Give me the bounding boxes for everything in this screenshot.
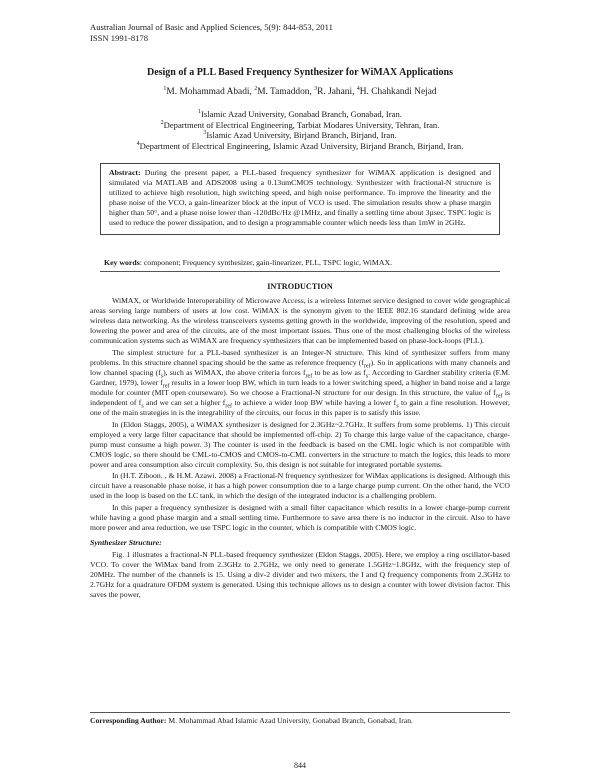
intro-paragraph-2 xyxy=(90,348,510,418)
intro-paragraph-4: In (H.T. Ziboon. , & H.M. Azawi. 2008) a Fractional-N frequency synthesizer for WiMax applications is designed. Although this circuit have a reasonable phase noise, it has a high power consumption due to a large charge pump current. On the other hand, the VCO used in the loop is based on the LC tank, in which the design of the integrated inductor is a challenging problem. xyxy=(90,471,510,501)
p2-sub: ref xyxy=(495,393,503,400)
page-number: 844 xyxy=(294,761,306,770)
journal-citation: Australian Journal of Basic and Applied Sciences, 5(9): 844-853, 2011 xyxy=(90,22,333,32)
p2-seg: The simplest structure for a PLL-based synthesizer is an Integer-N structure. This kind of synthesizer suffers from many problems. In this structure channel spacing should be the same as reference frequency (f xyxy=(90,347,510,367)
paper-title: Design of a PLL Based Frequency Synthesizer for WiMAX Applications xyxy=(146,67,454,78)
keywords-label: Key words xyxy=(104,258,140,267)
p2-seg: ). So in applications with many channels and low channel spacing (f xyxy=(90,357,511,377)
p2-seg: ), such as WiMAX, the above criteria forces f xyxy=(163,367,306,377)
affiliation-text-2: Department of Electrical Engineering, Tarbiat Modares University, Tehran, Iran. xyxy=(163,119,440,130)
p2-seg: to be as low as f xyxy=(312,367,366,377)
abstract-label: Abstract: xyxy=(109,168,141,177)
p2-sub: s xyxy=(141,403,144,410)
keywords-text: : component; Frequency synthesizer, gain-linearizer, PLL, TSPC logic, WiMAX. xyxy=(139,258,393,267)
journal-issn: ISSN 1991-8178 xyxy=(90,33,149,43)
footer-rule xyxy=(90,712,510,713)
p2-sub: ref xyxy=(305,373,313,380)
section-heading-introduction: INTRODUCTION xyxy=(267,282,333,291)
affiliation-4 xyxy=(90,141,510,152)
body-text xyxy=(90,296,510,600)
corresponding-author xyxy=(90,716,510,725)
p2-seg: results in a lower loop BW, which in turn leads to a lower switching speed, a higher in band noise and a large module for counter (MIT open courseware). So we choose a Fractional-N structure for our design. In this structure, the value of f xyxy=(90,377,510,397)
corresponding-text: M. Mohammad Abad Islamic Azad University, Gonabad Branch, Gonabad, Iran. xyxy=(166,716,413,725)
intro-paragraph-5: In this paper a frequency synthesizer is designed with a small filter capacitance which results in a lower charge-pump current while having a good phase margin and a small settling time. Furthermore to save area there is no inductor in the circuit. Also to have more power and area reduction, we use TSPC logic in the counter, which is compatible with CMOS logic. xyxy=(90,502,510,533)
author-4: H. Chahkandi Nejad xyxy=(359,87,437,97)
author-sup-1: 1 xyxy=(163,85,167,92)
author-sup-2: 2 xyxy=(254,85,258,92)
p2-sub: ref xyxy=(225,403,233,410)
p2-sub: ref xyxy=(363,363,371,370)
affiliation-sup-3: 3 xyxy=(203,130,207,137)
synth-paragraph-1: Fig. 1 illustrates a fractional-N PLL-based frequency synthesizer (Eldon Staggs, 2005). Here, we employ a ring oscillator-based VCO. To cover the WiMax band from 2.3GHz to 2.7GHz, we only need to generate 1.5GHz~1.8GHz, with the frequency step of 20MHz. The number of the channels is 15. Using a div-2 divider and two mixers, the I and Q frequency components from 2.3GHz to 2.7GHz for a quadrature OFDM system is generated. Using this technique allows us to design a counter with lower division factor. This saves the power, xyxy=(90,550,510,600)
author-3: R. Jahani, xyxy=(317,87,357,97)
affiliation-text-1: Islamic Azad University, Gonabad Branch, Gonabad, Iran. xyxy=(201,109,402,119)
keywords xyxy=(104,258,500,267)
affiliation-2 xyxy=(90,120,510,131)
affiliation-list xyxy=(90,109,510,151)
p2-seg: to achieve a wider loop BW while having a lower f xyxy=(232,397,397,407)
affiliation-sup-4: 4 xyxy=(136,140,140,147)
keywords-rule xyxy=(100,271,500,272)
affiliation-text-4: Department of Electrical Engineering, Islamic Azad University, Birjand Branch, Birjand, Iran. xyxy=(139,140,464,151)
p2-sub: ref xyxy=(162,383,170,390)
abstract-box xyxy=(100,163,500,235)
intro-paragraph-3: In (Eldon Staggs, 2005), a WiMAX synthesizer is designed for 2.3GHz~2.7GHz. It suffers from some problems. 1) This circuit employed a very large filter capacitance that should be implemented off-chip. 2) To charge this large value of the capacitance, charge-pump must consume a high power. 3) The counter is used in the feedback is based on the CML logic which is not compatible with CMOS logic, so there should be CML-to-CMOS and CMOS-to-CML converters in the structure to match the logics, this leads to more power and area consumption also circuit complexity. So, this design is not suitable for integrated portable systems. xyxy=(90,419,510,469)
p2-seg: is independent of f xyxy=(90,387,510,407)
author-2: M. Tamaddon, xyxy=(257,87,315,97)
author-list xyxy=(90,87,510,97)
affiliation-sup-2: 2 xyxy=(160,119,164,126)
abstract-text: During the present paper, a PLL-based frequency synthesizer for WiMAX application is designed and simulated via MATLAB and ADS2008 using a 0.13umCMOS technology. Synthesizer with fractional-N structure is utilized to achieve high resolution, high switching speed, and high noise performance. To improve the linearity and the phase noise of the VCO, a gain-linearizer block at the input of VCO is used. The simulation results show a phase margin higher than 50°, and a phase noise lower than -120dBc/Hz @1MHz, and finally a settling time about 3µsec. TSPC logic is used to reduce the power dissipation, and to design a programmable counter which needs less than 1mW in 2GHz. xyxy=(109,168,492,228)
p2-seg: and we can set a higher f xyxy=(143,397,226,407)
author-sup-3: 3 xyxy=(314,85,318,92)
p2-seg: . According to Gardner stability criteria (F.M. Gardner, 1979), lower f xyxy=(90,367,510,387)
p2-sub: s xyxy=(160,373,164,380)
intro-paragraph-1: WiMAX, or Worldwide Interoperability of Microwave Access, is a wireless Internet service designed to cover wide geographical areas serving large numbers of users at low cost. WiMAX is the synonym given to the IEEE 802.16 standard defining wide area wireless data networking. As the wireless transceivers systems getting growth in the worldwide, improving of the resolution, speed and lowering the power and area of the circuits, are of the most important issues. Thus one of the most challenging blocks of the wireless communication systems such as WiMAX are frequency synthesizers that can be implemented based on phase-lock-loops (PLL). xyxy=(90,296,510,346)
affiliation-text-3: Islamic Azad University, Birjand Branch, Birjand, Iran. xyxy=(206,130,397,141)
author-sup-4: 4 xyxy=(356,85,360,92)
author-1: M. Mohammad Abadi, xyxy=(166,87,255,97)
affiliation-sup-1: 1 xyxy=(198,109,202,116)
p2-seg: to gain a fine resolution. However, one of the main strategies in is the integrability of the circuits, our focus in this paper is to satisfy this issue. xyxy=(90,397,510,418)
corresponding-label: Corresponding Author: xyxy=(90,716,167,725)
affiliation-3 xyxy=(90,130,510,141)
p2-sub: s xyxy=(396,403,399,410)
affiliation-1 xyxy=(90,109,510,120)
subsection-heading-synthesizer: Synthesizer Structure: xyxy=(90,538,162,548)
journal-header xyxy=(90,22,333,44)
p2-sub: s xyxy=(365,373,369,380)
